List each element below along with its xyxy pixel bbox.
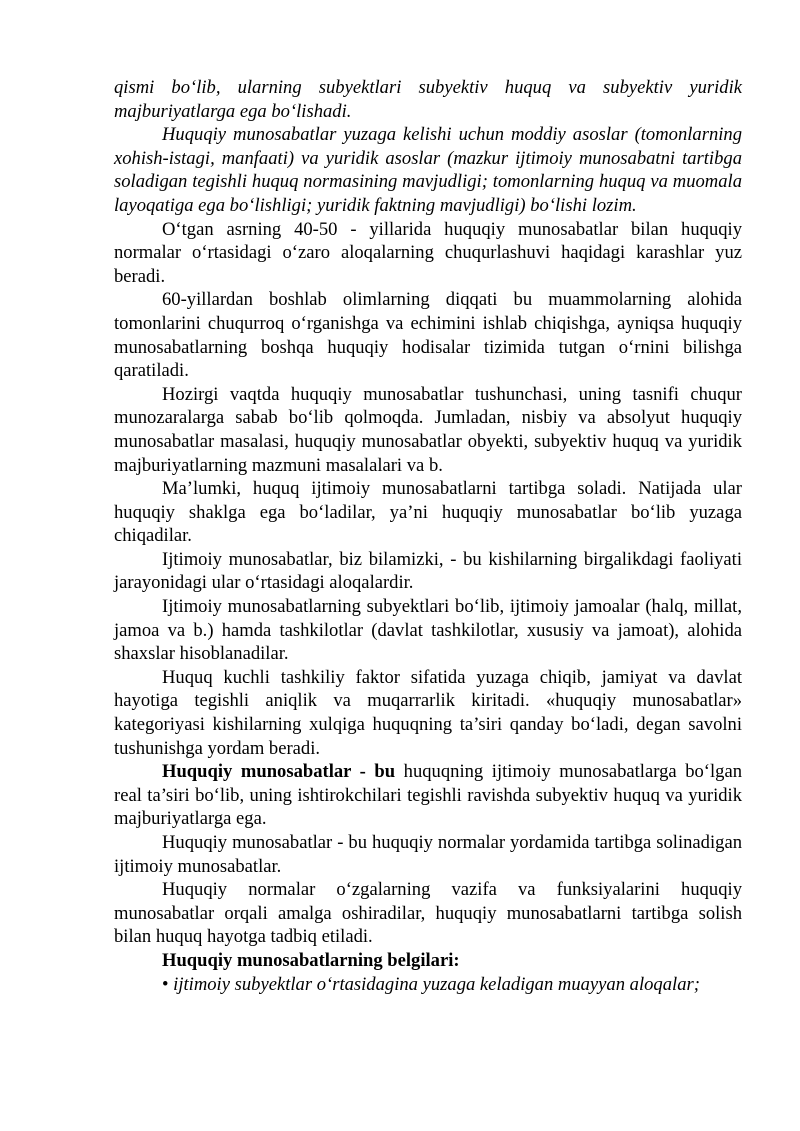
section-heading-text: Huquqiy munosabatlarning belgilari: [162, 949, 460, 971]
paragraph-60-years: 60-yillardan boshlab olimlarning diqqati bu muammolarning alohida tomonlarini chuqurroq o‘rganishga va echimini ishlab chiqishga, ayniqsa huquqiy munosabatlarning boshqa huquqiy hodisalar tizimida tutgan o‘rnini bilishga qaratiladi. [114, 289, 742, 382]
paragraph-legal-relation-grounds: Huquqiy munosabatlar yuzaga kelishi uchun moddiy asoslar (tomonlarning xohish-istagi, manfaati) va yuridik asoslar (mazkur ijtimoiy munosabatni tartibga soladigan tegishli huquq normasining mavjudligi; tomonlarning huquq va muomala layoqatiga ega bo‘lishligi; yuridik faktning mavjudligi) bo‘lishi lozim. [114, 124, 742, 216]
paragraph-definition [114, 760, 742, 831]
paragraph-social-relations: Ijtimoiy munosabatlar, biz bilamizki, - bu kishilarning birgalikdagi faoliyati jarayonidagi ular o‘rtasidagi aloqalardir. [114, 548, 742, 594]
paragraph-subjects: Ijtimoiy munosabatlarning subyektlari bo‘lib, ijtimoiy jamoalar (halq, millat, jamoa va b.) hamda tashkilotlar (davlat tashkilotlar, xususiy va jamoat), alohida shaxslar hisoblanadilar. [114, 596, 742, 665]
list-item-text: ijtimoiy subyektlar o‘rtasidagina yuzaga keladigan muayyan aloqalar; [168, 973, 700, 995]
definition-term: Huquqiy munosabatlar - bu [162, 761, 396, 783]
paragraph-definition-2: Huquqiy munosabatlar - bu huquqiy normalar yordamida tartibga solinadigan ijtimoiy munosabatlar. [114, 832, 742, 877]
bullet-icon: • [162, 973, 169, 995]
section-heading-features [114, 949, 742, 973]
document-body [114, 76, 742, 996]
paragraph-law-regulates: Ma’lumki, huquq ijtimoiy munosabatlarni tartibga soladi. Natijada ular huquqiy shaklga ega bo‘ladilar, ya’ni huquqiy munosabatlar bo‘lib yuzaga chiqadilar. [114, 478, 742, 547]
list-item-feature-1 [114, 973, 742, 997]
paragraph-current-debates: Hozirgi vaqtda huquqiy munosabatlar tushunchasi, uning tasnifi chuqur munozaralarga sabab bo‘lib qolmoqda. Jumladan, nisbiy va absolyut huquqiy munosabatlar masalasi, huquqiy munosabatlar obyekti, subyektiv huquq va yuridik majburiyatlarning mazmuni masalalari va b. [114, 383, 742, 476]
definition-text: huquqning ijtimoiy munosabatlarga bo‘lgan real ta’siri bo‘lib, uning ishtirokchilari tegishli ravishda subyektiv huquq va yuridik majburiyatlarga ega. [114, 761, 742, 830]
paragraph-law-as-factor: Huquq kuchli tashkiliy faktor sifatida yuzaga chiqib, jamiyat va davlat hayotiga tegishli aniqlik va muqarrarlik kiritadi. «huquqiy munosabatlar» kategoriyasi kishilarning xulqiga huquqning ta’siri qanday bo‘ladi, degan savolni tushunishga yordam beradi. [114, 666, 742, 759]
paragraph-continuation: qismi bo‘lib, ularning subyektlari subyektiv huquq va subyektiv yuridik majburiyatlarga ega bo‘lishadi. [114, 77, 742, 122]
paragraph-40-50-years: O‘tgan asrning 40-50 - yillarida huquqiy munosabatlar bilan huquqiy normalar o‘rtasidagi o‘zaro aloqalarning chuqurlashuvi haqidagi karashlar yuz beradi. [114, 218, 742, 287]
paragraph-norms-functions: Huquqiy normalar o‘zgalarning vazifa va funksiyalarini huquqiy munosabatlar orqali amalga oshiradilar, huquqiy munosabatlarni tartibga solish bilan huquq hayotga tadbiq etiladi. [114, 879, 742, 948]
